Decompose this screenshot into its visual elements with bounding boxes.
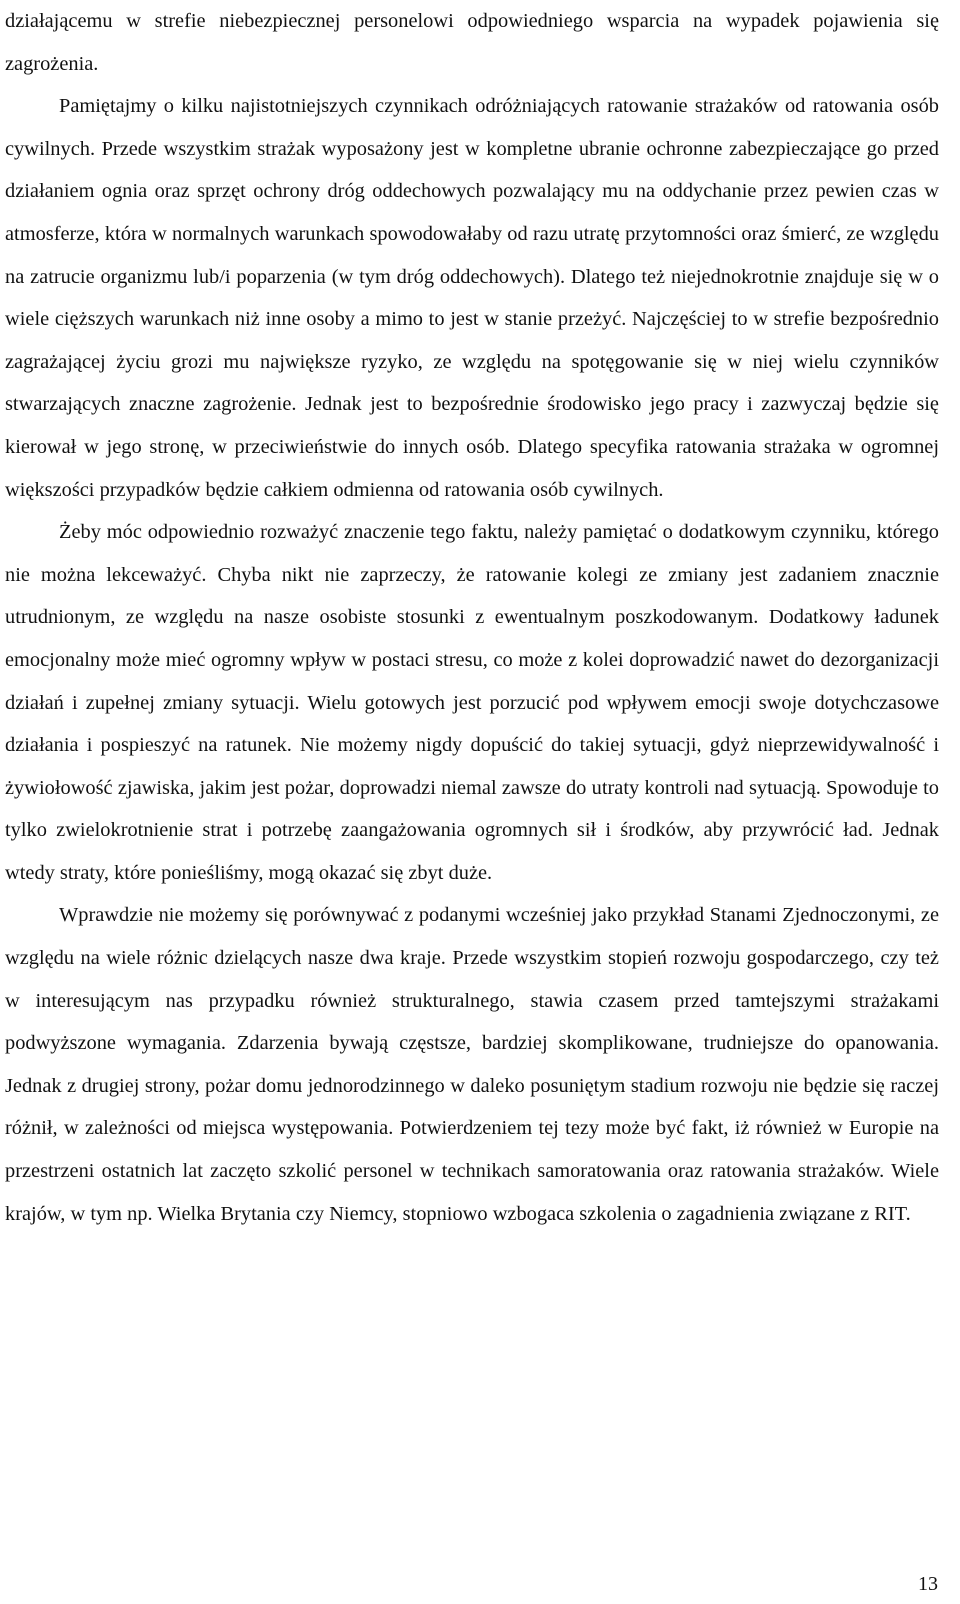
document-body <box>5 0 939 1235</box>
paragraph-continuation: działającemu w strefie niebezpiecznej personelowi odpowiedniego wsparcia na wypadek pojawienia się zagrożenia. <box>5 10 939 75</box>
paragraph-firefighter-vs-civilian: Pamiętajmy o kilku najistotniejszych czynnikach odróżniających ratowanie strażaków od ratowania osób cywilnych. Przede wszystkim strażak wyposażony jest w kompletne ubranie ochronne zabezpieczające go przed działaniem ognia oraz sprzęt ochrony dróg oddechowych pozwalający mu na oddychanie przez pewien czas w atmosferze, która w normalnych warunkach spowodowałaby od razu utratę przytomności oraz śmierć, ze względu na zatrucie organizmu lub/i poparzenia (w tym dróg oddechowych). Dlatego też niejednokrotnie znajduje się w o wiele cięższych warunkach niż inne osoby a mimo to jest w stanie przeżyć. Najczęściej to w strefie bezpośrednio zagrażającej życiu grozi mu największe ryzyko, ze względu na spotęgowanie się w niej wielu czynników stwarzających znaczne zagrożenie. Jednak jest to bezpośrednie środowisko jego pracy i zazwyczaj będzie się kierował w jego stronę, w przeciwieństwie do innych osób. Dlatego specyfika ratowania strażaka w ogromnej większości przypadków będzie całkiem odmienna od ratowania osób cywilnych. <box>5 95 939 501</box>
paragraph-comparison-usa: Wprawdzie nie możemy się porównywać z podanymi wcześniej jako przykład Stanami Zjednoczonymi, ze względu na wiele różnic dzielących nasze dwa kraje. Przede wszystkim stopień rozwoju gospodarczego, czy też w interesującym nas przypadku również strukturalnego, stawia czasem przed tamtejszymi strażakami podwyższone wymagania. Zdarzenia bywają częstsze, bardziej skomplikowane, trudniejsze do opanowania. Jednak z drugiej strony, pożar domu jednorodzinnego w daleko posuniętym stadium rozwoju nie będzie się raczej różnił, w zależności od miejsca występowania. Potwierdzeniem tej tezy może być fakt, iż również w Europie na przestrzeni ostatnich lat zaczęto szkolić personel w technikach samoratowania oraz ratowania strażaków. Wiele krajów, w tym np. Wielka Brytania czy Niemcy, stopniowo wzbogaca szkolenia o zagadnienia związane z RIT. <box>5 904 939 1225</box>
page-number: 13 <box>918 1573 938 1595</box>
paragraph-emotional-factor: Żeby móc odpowiednio rozważyć znaczenie tego faktu, należy pamiętać o dodatkowym czynniku, którego nie można lekceważyć. Chyba nikt nie zaprzeczy, że ratowanie kolegi ze zmiany jest zadaniem znacznie utrudnionym, ze względu na nasze osobiste stosunki z ewentualnym poszkodowanym. Dodatkowy ładunek emocjonalny może mieć ogromny wpływ w postaci stresu, co może z kolei doprowadzić nawet do dezorganizacji działań i zupełnej zmiany sytuacji. Wielu gotowych jest porzucić pod wpływem emocji swoje dotychczasowe działania i pospieszyć na ratunek. Nie możemy nigdy dopuścić do takiej sytuacji, gdyż nieprzewidywalność i żywiołowość zjawiska, jakim jest pożar, doprowadzi niemal zawsze do utraty kontroli nad sytuacją. Spowoduje to tylko zwielokrotnienie strat i potrzebę zaangażowania ogromnych sił i środków, aby przywrócić ład. Jednak wtedy straty, które ponieśliśmy, mogą okazać się zbyt duże. <box>5 521 939 884</box>
